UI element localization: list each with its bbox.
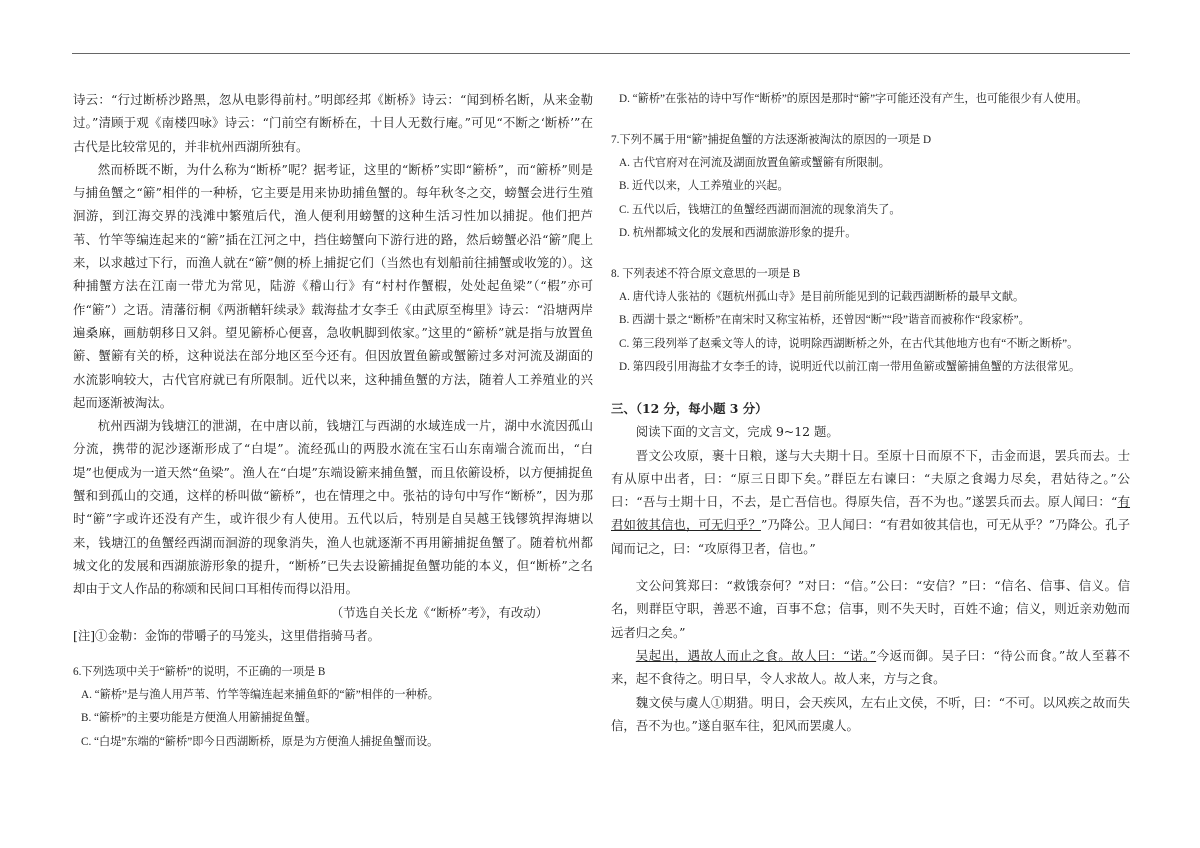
question-7-option-a: A. 古代官府对在河流及湖面放置鱼簖或蟹簖有所限制。: [619, 157, 890, 170]
question-8-option-b: B. 西湖十景之“断桥”在南宋时又称宝祐桥，还曾因“断”“段”谐音而被称作“段家桥”。: [619, 314, 1030, 327]
classical-paragraph-3-b: 今返而御。吴子曰：“待公而食。”故人至暮不来，起不食待之。明日早，令人求故人。故人来，方与之食。: [611, 647, 1131, 687]
classical-paragraph-2: 文公问箕郑曰：“救饿奈何？”对曰：“信。”公曰：“安信？”曰：“信名、信事、信义。信名，则群臣守职，善恶不逾，百事不怠；信事，则不失天时，百姓不逾；信义，则近亲劝勉而远者归之矣。”: [611, 578, 1130, 640]
question-8-option-a: A. 唐代诗人张祜的《题杭州孤山寺》是目前所能见到的记载西湖断桥的最早文献。: [619, 291, 1025, 304]
question-6-option-d: D. “簖桥”在张祜的诗中写作“断桥”的原因是那时“簖”字可能还没有产生，也可能很少有人使用。: [619, 93, 1088, 105]
question-7-option-d: D. 杭州都城文化的发展和西湖旅游形象的提升。: [619, 226, 857, 239]
header-rule: [72, 53, 1130, 54]
question-6: 6.下列选项中关于“簖桥”的说明，不正确的一项是 B: [73, 666, 326, 679]
question-7: 7.下列不属于用“簖”捕捉鱼蟹的方法逐渐被淘汰的原因的一项是 D: [611, 134, 932, 147]
passage-source: （节选自关长龙《“断桥”考》，有改动）: [330, 604, 548, 620]
left-column: [73, 88, 593, 754]
question-7-option-b: B. 近代以来，人工养殖业的兴起。: [619, 180, 789, 193]
question-7-option-c: C. 五代以后，钱塘江的鱼蟹经西湖而洄流的现象消失了。: [619, 203, 901, 216]
section-3-instruction: 阅读下面的文言文，完成 9~12 题。: [635, 424, 839, 440]
question-8-option-d: D. 第四段引用海盐才女李壬的诗，说明近代以前江南一带用鱼簖或蟹簖捕鱼蟹的方法很常见。: [619, 360, 1081, 373]
question-6-option-b: B. “簖桥”的主要功能是方便渔人用簖捕捉鱼蟹。: [81, 712, 317, 725]
footnote: [注]①金勒：金饰的带嚼子的马笼头，这里借指骑马者。: [73, 627, 381, 643]
section-3-heading: 三、（12 分，每小题 3 分）: [611, 401, 768, 417]
passage-paragraph-2: 然而桥既不断，为什么称为“断桥”呢？据考证，这里的“断桥”实即“簖桥”，而“簖桥”则是与捕鱼蟹之“簖”相伴的一种桥，它主要是用来协助捕鱼蟹的。每年秋冬之交，螃蟹会进行生殖洄游，到江海交界的浅滩中繁殖后代，渔人便利用螃蟹的这种生活习性加以捕捉。他们把芦苇、竹竿等编连起来的“簖”插在江河之中，挡住螃蟹向下游行进的路，然后螃蟹必沿“簖”爬上来，以求越过下行，而渔人就在“簖”侧的桥上捕捉它们（当然也有划船前往捕蟹或收笼的）。这种捕蟹方法在江南一带尤为常见，陆游《稽山行》有“村村作蟹椵，处处起鱼梁”（“椵”亦可作“簖”）之语。清藩衍桐《两浙輶轩续录》载海盐才女李壬《由武原至梅里》诗云：“沿塘两岸遍桑麻，画舫朝移日又斜。望见簖桥心便喜，急收帆脚到侬家。”这里的“簖桥”就是指与放置鱼簖、蟹簖有关的桥，这种说法在部分地区至今还有。但因放置鱼簖或蟹簖过多对河流及湖面的水流影响较大，古代官府就已有所限制。近代以来，这种捕鱼蟹的方法，随着人工养殖业的兴起而逐渐被淘汰。: [73, 161, 593, 410]
classical-paragraph-1-b: ”乃降公。卫人闻曰：“有君如彼其信也，可无从乎？”乃降公。孔子闻而记之，曰：“攻原得卫者，信也。”: [611, 517, 1130, 556]
question-8: 8. 下列表述不符合原文意思的一项是 B: [611, 268, 801, 281]
classical-paragraph-3: [611, 644, 1130, 691]
classical-paragraph-1-a: 晋文公攻原，裹十日粮，遂与大夫期十日。至原十日而原不下，击金而退，罢兵而去。士有从原中出者，曰：“原三日即下矣。”群臣左右谏曰：“夫原之食竭力尽矣，君姑待之。”公曰：“吾与士期十日，不去，是亡吾信也。得原失信，吾不为也。”遂罢兵而去。原人闻曰：“: [611, 447, 1130, 510]
question-6-option-c: C. “白堤”东端的“簖桥”即今日西湖断桥，原是为方便渔人捕捉鱼蟹而设。: [81, 735, 439, 748]
classical-paragraph-1: [611, 444, 1130, 560]
question-8-option-c: C. 第三段列举了赵乘文等人的诗，说明除西湖断桥之外，在古代其他地方也有“不断之断桥”。: [619, 337, 1079, 350]
passage-paragraph-1: 诗云：“行过断桥沙路黑，忽从电影得前村。”明郎经邦《断桥》诗云：“闻到桥名断，从来金勒过。”清顾于观《南楼四咏》诗云：“门前空有断桥在，十目人无数行庵。”可见“不断之‘断桥’”在古代是比较常见的，并非杭州西湖所独有。: [73, 92, 593, 154]
underlined-sentence-1: 有君如彼其信也，可无归乎？: [611, 494, 1131, 533]
underlined-sentence-2: 吴起出，遇故人而止之食。故人曰：“诺。”: [635, 647, 877, 663]
right-column: [611, 88, 1130, 737]
passage-paragraph-3: 杭州西湖为钱塘江的泄湖，在中唐以前，钱塘江与西湖的水域连成一片，湖中水流因孤山分流，携带的泥沙逐渐形成了“白堤”。流经孤山的两股水流在宝石山东南端合流而出，“白堤”也便成为一道天然“鱼梁”。渔人在“白堤”东端设簖来捕鱼蟹，而且依簖设桥，以方便捕捉鱼蟹和到孤山的交通，这样的桥叫做“簖桥”，也在情理之中。张祜的诗句中写作“断桥”，因为那时“簖”字或许还没有产生，或许很少有人使用。五代以后，特别是自吴越王钱镠筑捍海塘以来，钱塘江的鱼蟹经西湖而洄游的现象消失，渔人也就逐渐不再用簖捕捉鱼蟹了。随着杭州都城文化的发展和西湖旅游形象的提升，“断桥”已失去设簖捕捉鱼蟹功能的本义，但“断桥”之名却由于文人作品的称颂和民间口耳相传而得以沿用。: [73, 418, 593, 597]
question-6-option-a: A. “簖桥”是与渔人用芦苇、竹竿等编连起来捕鱼虾的“簖”相伴的一种桥。: [81, 688, 439, 701]
classical-paragraph-4: 魏文侯与虞人①期猎。明日，会天疾风，左右止文侯，不听，曰：“不可。以风疾之故而失信，吾不为也。”遂自驱车往，犯风而罢虞人。: [611, 694, 1130, 733]
